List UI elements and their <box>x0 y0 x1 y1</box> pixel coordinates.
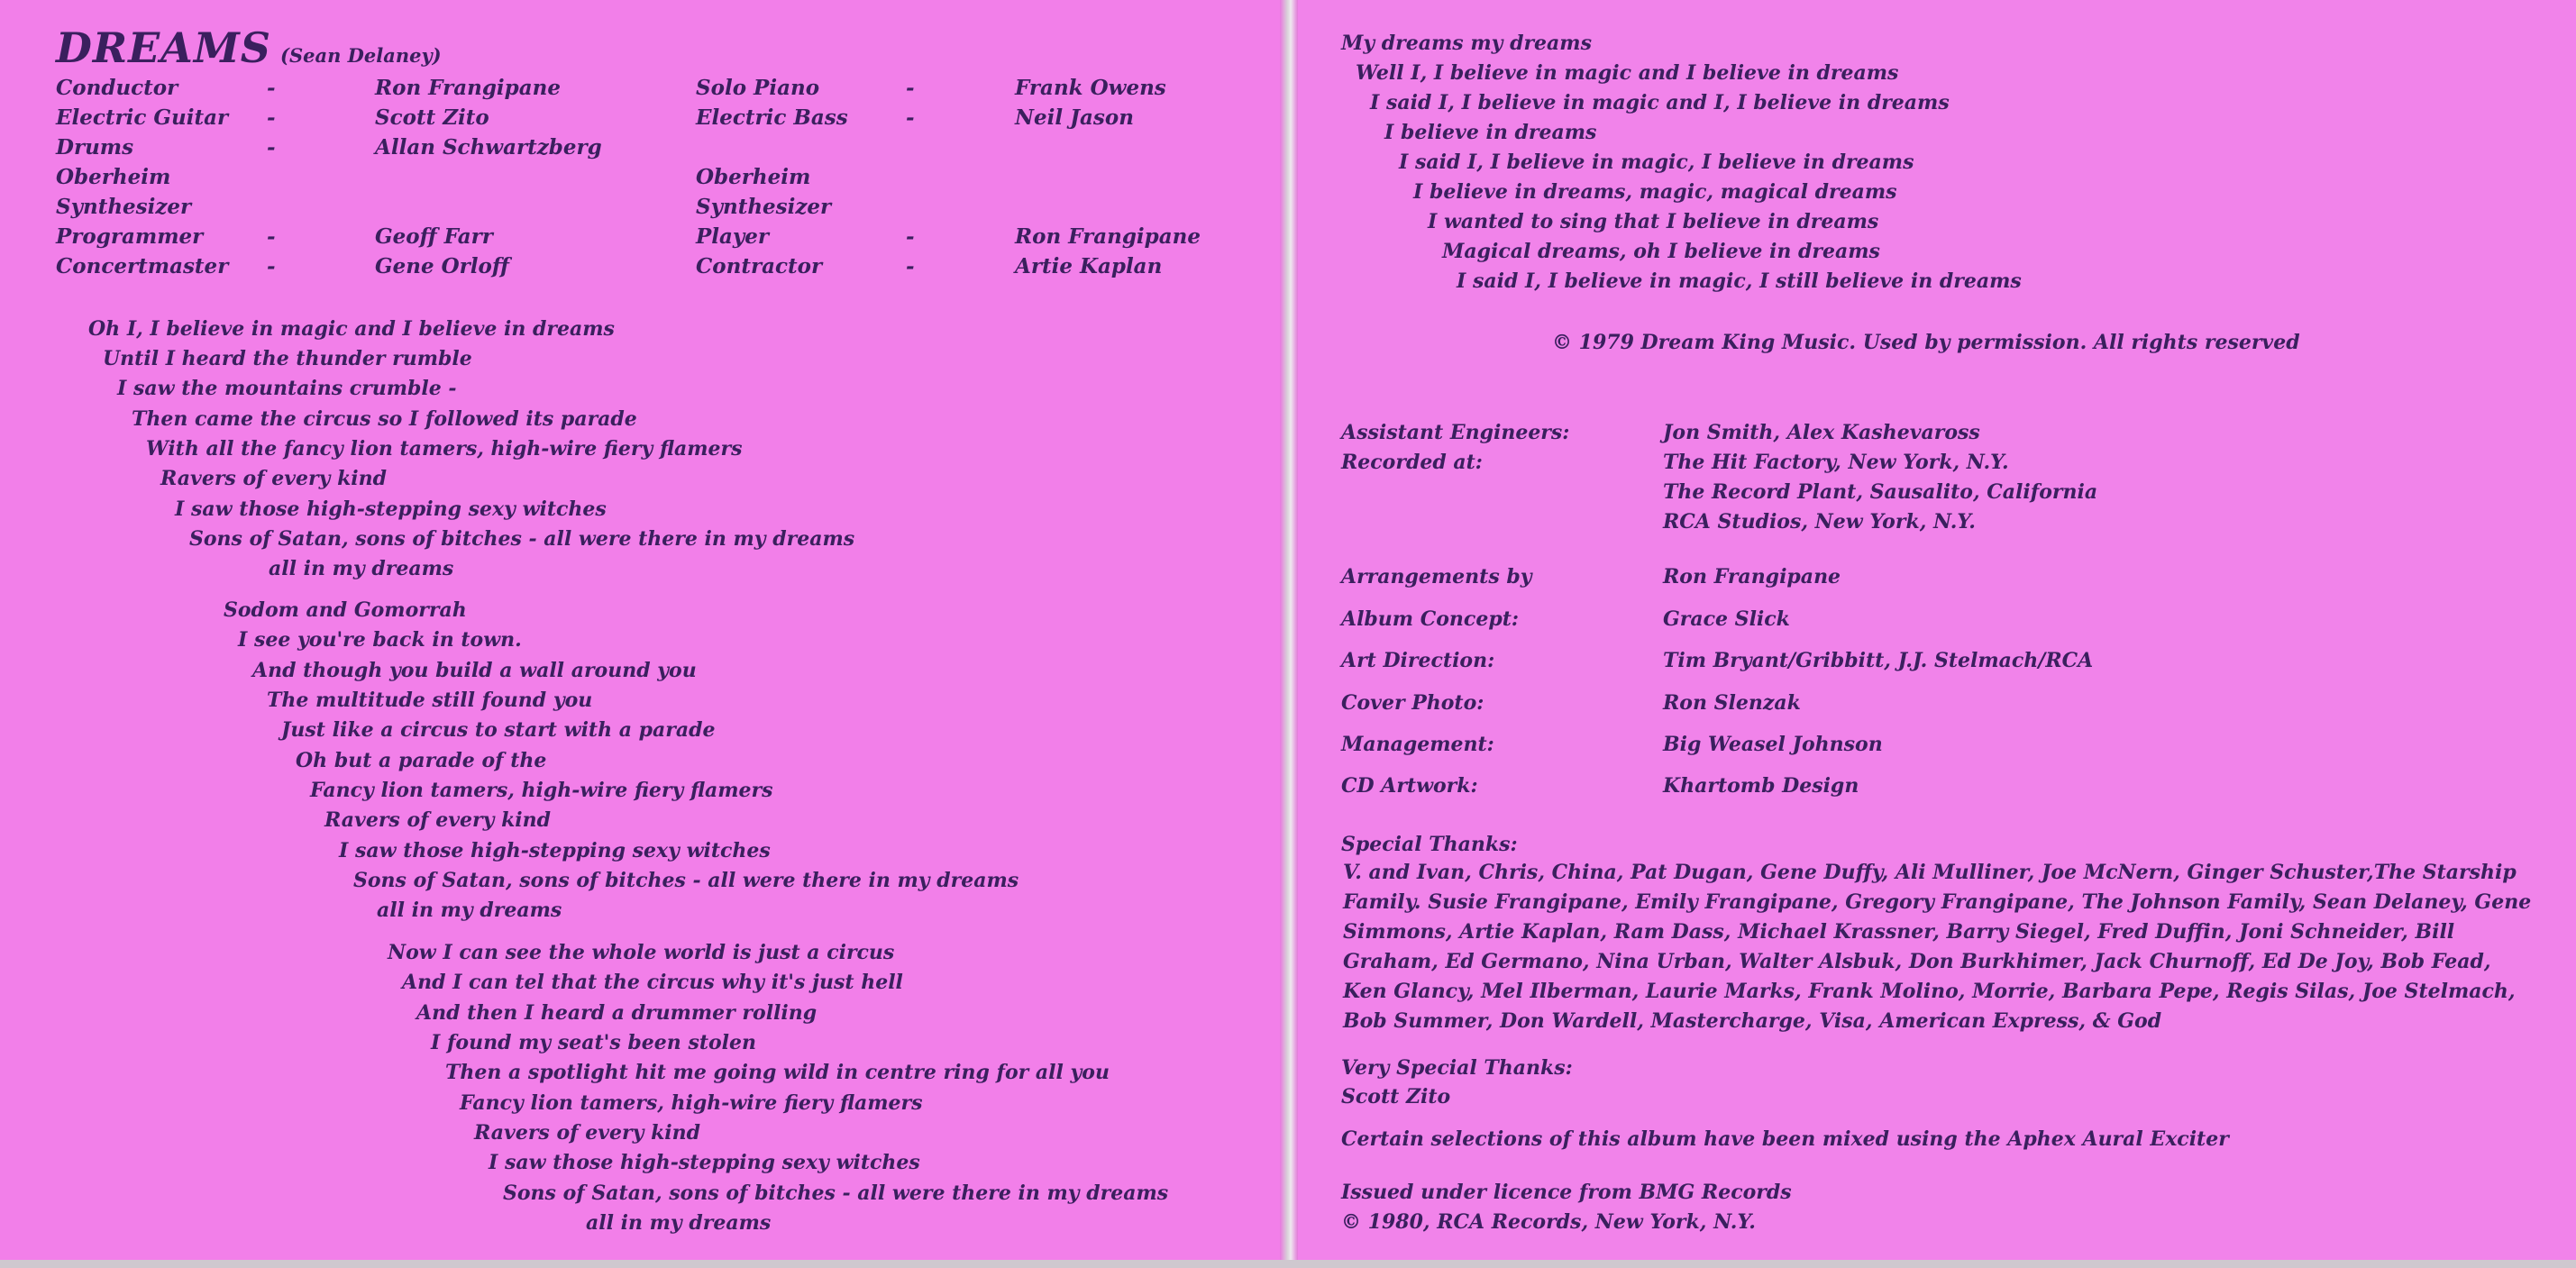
credit-role: Electric Guitar <box>56 105 229 130</box>
album-concept-value: Grace Slick <box>1663 607 1790 631</box>
credit-role: Drums <box>56 135 134 160</box>
lyric-line: all in my dreams <box>377 899 562 922</box>
lyric-line: Oh I, I believe in magic and I believe in dreams <box>88 317 615 341</box>
credit-role: Contractor <box>696 254 823 278</box>
special-thanks-body: V. and Ivan, Chris, China, Pat Dugan, Gene Duffy, Ali Mulliner, Joe McNern, Ginger Schuster,The Starship Family. Susie Frangipane, Emily Frangipane, Gregory Frangipane, The Johnson Family, Sean Delaney, Gene Simmons, Artie Kaplan, Ram Dass, Michael Krassner, Barry Siegel, Fred Duffin, Joni Schneider, Bill Graham, Ed Germano, Nina Urban, Walter Alsbuk, Don Burkhimer, Jack Churnoff, Ed De Joy, Bob Fead, Ken Glancy, Mel Ilberman, Laurie Marks, Frank Molino, Morrie, Barbara Pepe, Regis Silas, Joe Stelmach, Bob Summer, Don Wardell, Mastercharge, Visa, American Express, & God <box>1343 861 2532 1033</box>
booklet-bottom-edge <box>0 1260 2576 1268</box>
management-value: Big Weasel Johnson <box>1663 733 1883 756</box>
lyric-line: Fancy lion tamers, high-wire fiery flamers <box>310 779 773 802</box>
credit-name: Ron Frangipane <box>1015 224 1201 249</box>
recorded-at-value: The Hit Factory, New York, N.Y. <box>1663 451 2009 474</box>
management-label: Management: <box>1341 733 1494 756</box>
lyric-line: I said I, I believe in magic and I, I believe in dreams <box>1370 91 1950 114</box>
credit-name: Scott Zito <box>375 105 489 130</box>
cover-photo-value: Ron Slenzak <box>1663 691 1801 715</box>
lyric-line: The multitude still found you <box>267 689 593 712</box>
lyric-line: Sons of Satan, sons of bitches - all were there in my dreams <box>189 527 855 551</box>
lyric-line: I saw those high-stepping sexy witches <box>175 497 607 521</box>
very-special-thanks-name: Scott Zito <box>1341 1085 1451 1108</box>
credit-dash: - <box>267 224 276 249</box>
credit-role: Programmer <box>56 224 204 249</box>
lyric-line: I said I, I believe in magic, I still believe in dreams <box>1457 269 2022 293</box>
song-author: (Sean Delaney) <box>280 44 442 67</box>
lyric-line: Then a spotlight hit me going wild in centre ring for all you <box>445 1061 1110 1084</box>
credit-role: Synthesizer <box>696 195 832 219</box>
lyric-line: Oh but a parade of the <box>296 749 547 772</box>
song-title: DREAMS <box>56 23 272 72</box>
cd-artwork-label: CD Artwork: <box>1341 774 1478 798</box>
recorded-at-label: Recorded at: <box>1341 451 1483 474</box>
aphex-note: Certain selections of this album have been mixed using the Aphex Aural Exciter <box>1341 1127 2229 1151</box>
credit-role: Electric Bass <box>696 105 848 130</box>
lyric-line: I believe in dreams <box>1384 121 1597 144</box>
lyric-line: I said I, I believe in magic, I believe in dreams <box>1399 151 1914 174</box>
credit-name: Artie Kaplan <box>1015 254 1163 278</box>
credit-dash: - <box>906 224 915 249</box>
lyric-line: Sons of Satan, sons of bitches - all were there in my dreams <box>503 1181 1169 1205</box>
lyric-line: Sodom and Gomorrah <box>224 598 467 622</box>
lyric-line: And then I heard a drummer rolling <box>416 1001 818 1025</box>
credit-dash: - <box>267 76 276 100</box>
lyric-line: all in my dreams <box>586 1211 772 1235</box>
lyric-line: And though you build a wall around you <box>252 659 697 682</box>
credit-dash: - <box>267 135 276 160</box>
credit-dash: - <box>267 254 276 278</box>
lyric-line: With all the fancy lion tamers, high-wire fiery flamers <box>146 437 743 461</box>
credit-name: Ron Frangipane <box>375 76 562 100</box>
album-copyright: © 1980, RCA Records, New York, N.Y. <box>1341 1210 1756 1234</box>
lyric-line: Ravers of every kind <box>474 1121 701 1145</box>
credit-role: Solo Piano <box>696 76 820 100</box>
very-special-thanks-heading: Very Special Thanks: <box>1341 1056 1573 1080</box>
credit-role: Concertmaster <box>56 254 229 278</box>
credit-dash: - <box>906 105 915 130</box>
song-copyright: © 1979 Dream King Music. Used by permission. All rights reserved <box>1552 331 2300 354</box>
album-concept-label: Album Concept: <box>1341 607 1519 631</box>
song-heading <box>56 23 442 72</box>
art-direction-label: Art Direction: <box>1341 649 1495 672</box>
assistant-engineers-label: Assistant Engineers: <box>1341 421 1570 444</box>
lyric-line: I see you're back in town. <box>238 628 522 652</box>
credit-dash: - <box>906 76 915 100</box>
arrangements-value: Ron Frangipane <box>1663 565 1841 588</box>
lyric-line: Ravers of every kind <box>324 808 552 832</box>
credit-name: Neil Jason <box>1015 105 1134 130</box>
recorded-at-value: The Record Plant, Sausalito, California <box>1663 480 2098 504</box>
lyric-line: Just like a circus to start with a parade <box>281 718 716 742</box>
lyric-line: I saw those high-stepping sexy witches <box>489 1151 920 1174</box>
credit-role: Oberheim <box>56 165 171 189</box>
cover-photo-label: Cover Photo: <box>1341 691 1484 715</box>
credit-role: Synthesizer <box>56 195 192 219</box>
arrangements-label: Arrangements by <box>1341 565 1532 588</box>
lyric-line: Now I can see the whole world is just a circus <box>388 941 895 964</box>
credit-name: Allan Schwartzberg <box>375 135 602 160</box>
lyric-line: Magical dreams, oh I believe in dreams <box>1442 240 1880 263</box>
lyric-line: all in my dreams <box>269 557 454 580</box>
credit-role: Conductor <box>56 76 178 100</box>
special-thanks-heading: Special Thanks: <box>1341 833 1518 856</box>
lyric-line: Sons of Satan, sons of bitches - all were there in my dreams <box>353 869 1019 892</box>
lyric-line: I saw those high-stepping sexy witches <box>339 839 771 862</box>
cd-artwork-value: Khartomb Design <box>1663 774 1859 798</box>
lyric-line: Until I heard the thunder rumble <box>103 347 472 370</box>
lyric-line: I saw the mountains crumble - <box>117 377 457 400</box>
recorded-at-value: RCA Studios, New York, N.Y. <box>1663 510 1976 534</box>
booklet-spine <box>1280 0 1298 1268</box>
left-page <box>0 0 1280 1268</box>
lyric-line: Well I, I believe in magic and I believe in dreams <box>1356 61 1899 85</box>
lyric-line: Fancy lion tamers, high-wire fiery flamers <box>460 1091 923 1115</box>
lyric-line: I wanted to sing that I believe in dreams <box>1428 210 1879 233</box>
credit-dash: - <box>267 105 276 130</box>
lyric-line: And I can tel that the circus why it's just hell <box>402 971 903 994</box>
credit-dash: - <box>906 254 915 278</box>
credit-role: Oberheim <box>696 165 811 189</box>
lyric-line: My dreams my dreams <box>1341 32 1592 55</box>
credit-name: Geoff Farr <box>375 224 493 249</box>
art-direction-value: Tim Bryant/Gribbitt, J.J. Stelmach/RCA <box>1663 649 2094 672</box>
assistant-engineers-value: Jon Smith, Alex Kashevaross <box>1663 421 1980 444</box>
lyric-line: I believe in dreams, magic, magical dreams <box>1413 180 1897 204</box>
lyric-line: Then came the circus so I followed its parade <box>132 407 637 431</box>
credit-name: Frank Owens <box>1015 76 1166 100</box>
credit-name: Gene Orloff <box>375 254 509 278</box>
lyric-line: Ravers of every kind <box>160 467 388 490</box>
credit-role: Player <box>696 224 770 249</box>
lyric-line: I found my seat's been stolen <box>431 1031 757 1054</box>
license-note: Issued under licence from BMG Records <box>1341 1181 1792 1204</box>
